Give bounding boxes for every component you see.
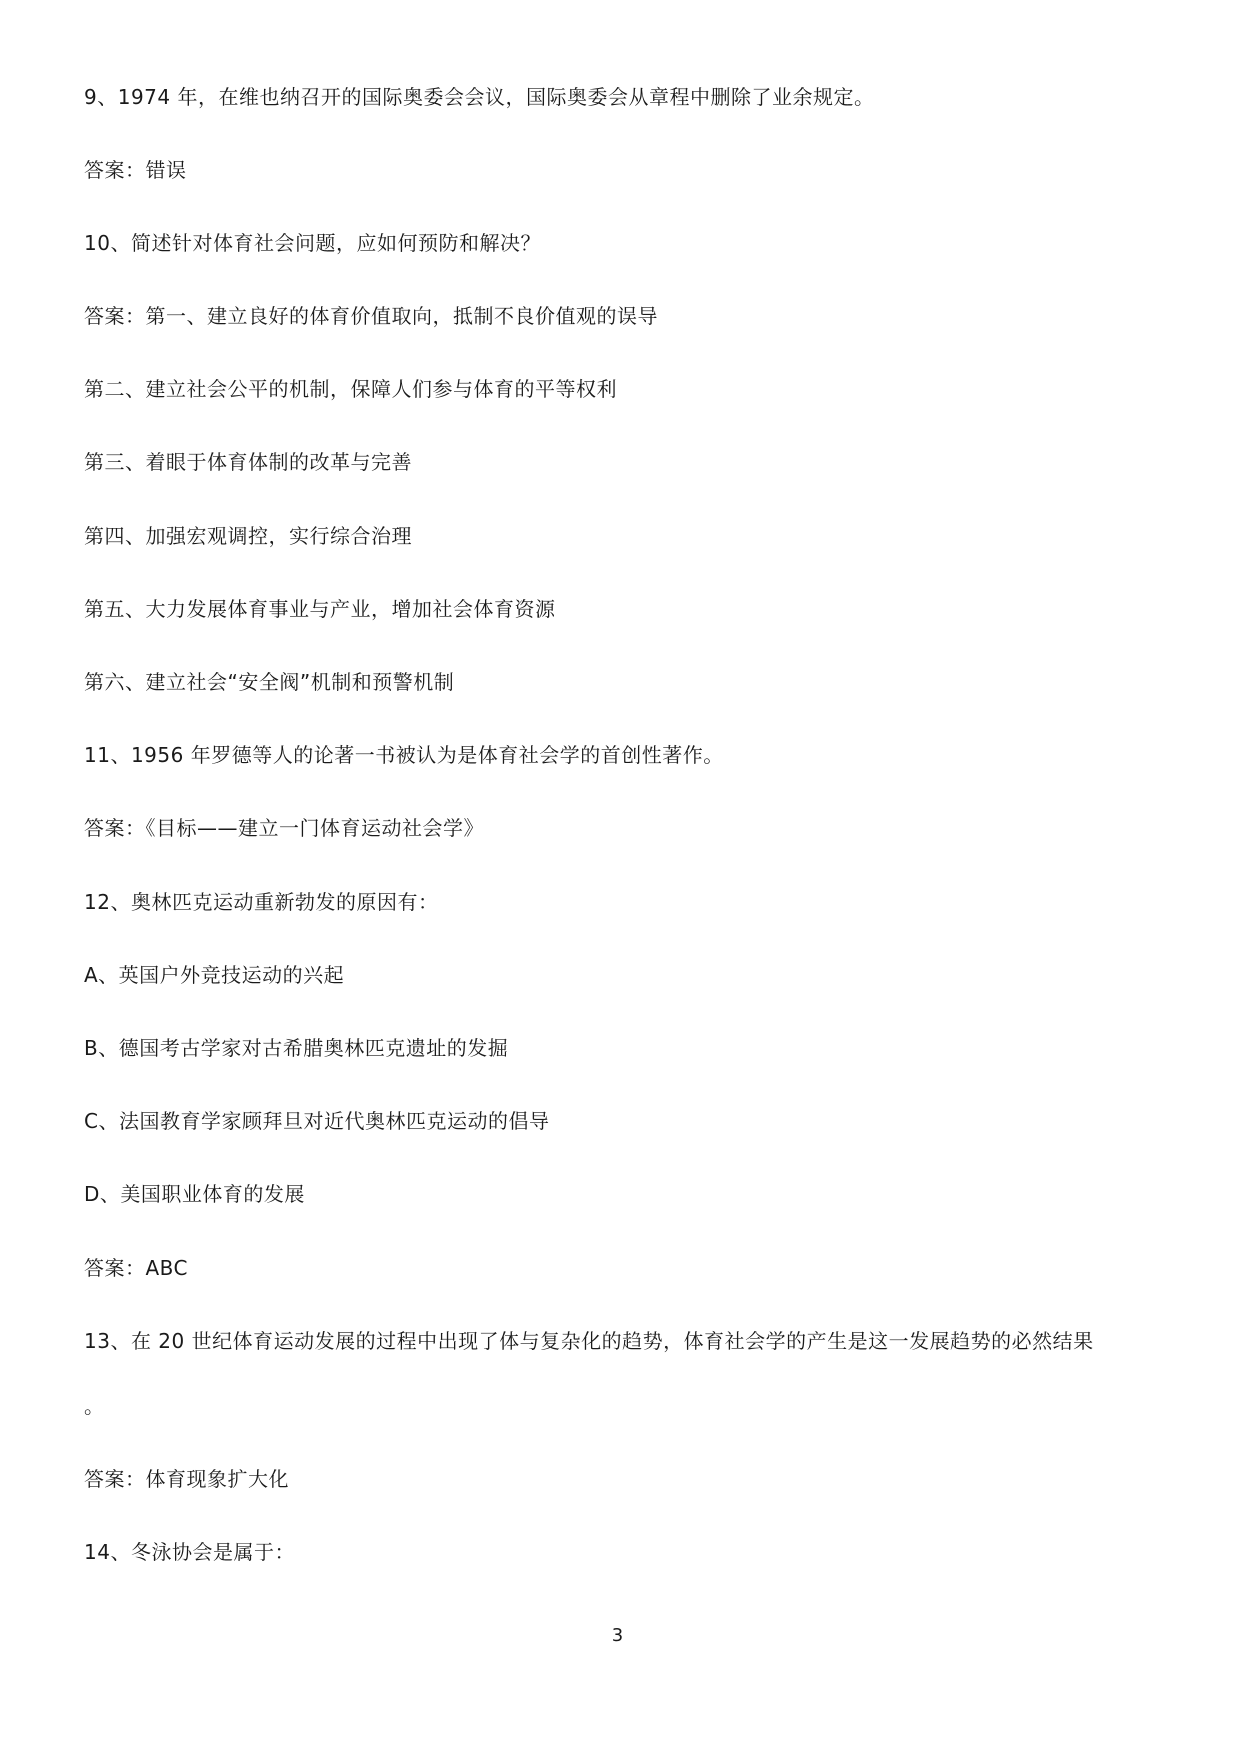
question-10: 10、简述针对体育社会问题，应如何预防和解决？	[84, 231, 541, 255]
question-13-continued: 。	[84, 1394, 105, 1418]
answer-10-item-6: 第六、建立社会“安全阀”机制和预警机制	[84, 670, 455, 694]
answer-10-item-1: 答案：第一、建立良好的体育价值取向，抵制不良价值观的误导	[84, 304, 658, 328]
answer-10-item-3: 第三、着眼于体育体制的改革与完善	[84, 450, 412, 474]
option-a: A、英国户外竞技运动的兴起	[84, 963, 345, 987]
answer-10-item-5: 第五、大力发展体育事业与产业，增加社会体育资源	[84, 597, 556, 621]
answer-11: 答案：《目标——建立一门体育运动社会学》	[84, 816, 484, 840]
answer-12: 答案：ABC	[84, 1256, 189, 1280]
page-number: 3	[611, 1625, 624, 1646]
question-12: 12、奥林匹克运动重新勃发的原因有：	[84, 890, 439, 914]
question-14: 14、冬泳协会是属于：	[84, 1540, 295, 1564]
question-13: 13、在 20 世纪体育运动发展的过程中出现了体与复杂化的趋势，体育社会学的产生是这一发展趋势的必然结果	[84, 1329, 1094, 1353]
answer-13: 答案：体育现象扩大化	[84, 1467, 289, 1491]
answer-10-item-4: 第四、加强宏观调控，实行综合治理	[84, 524, 412, 548]
answer-9: 答案：错误	[84, 158, 187, 182]
option-c: C、法国教育学家顾拜旦对近代奥林匹克运动的倡导	[84, 1109, 550, 1133]
question-11: 11、1956 年罗德等人的论著一书被认为是体育社会学的首创性著作。	[84, 743, 724, 767]
option-d: D、美国职业体育的发展	[84, 1182, 305, 1206]
option-b: B、德国考古学家对古希腊奥林匹克遗址的发掘	[84, 1036, 509, 1060]
question-9: 9、1974 年，在维也纳召开的国际奥委会会议，国际奥委会从章程中删除了业余规定。	[84, 85, 875, 109]
answer-10-item-2: 第二、建立社会公平的机制，保障人们参与体育的平等权利	[84, 377, 617, 401]
